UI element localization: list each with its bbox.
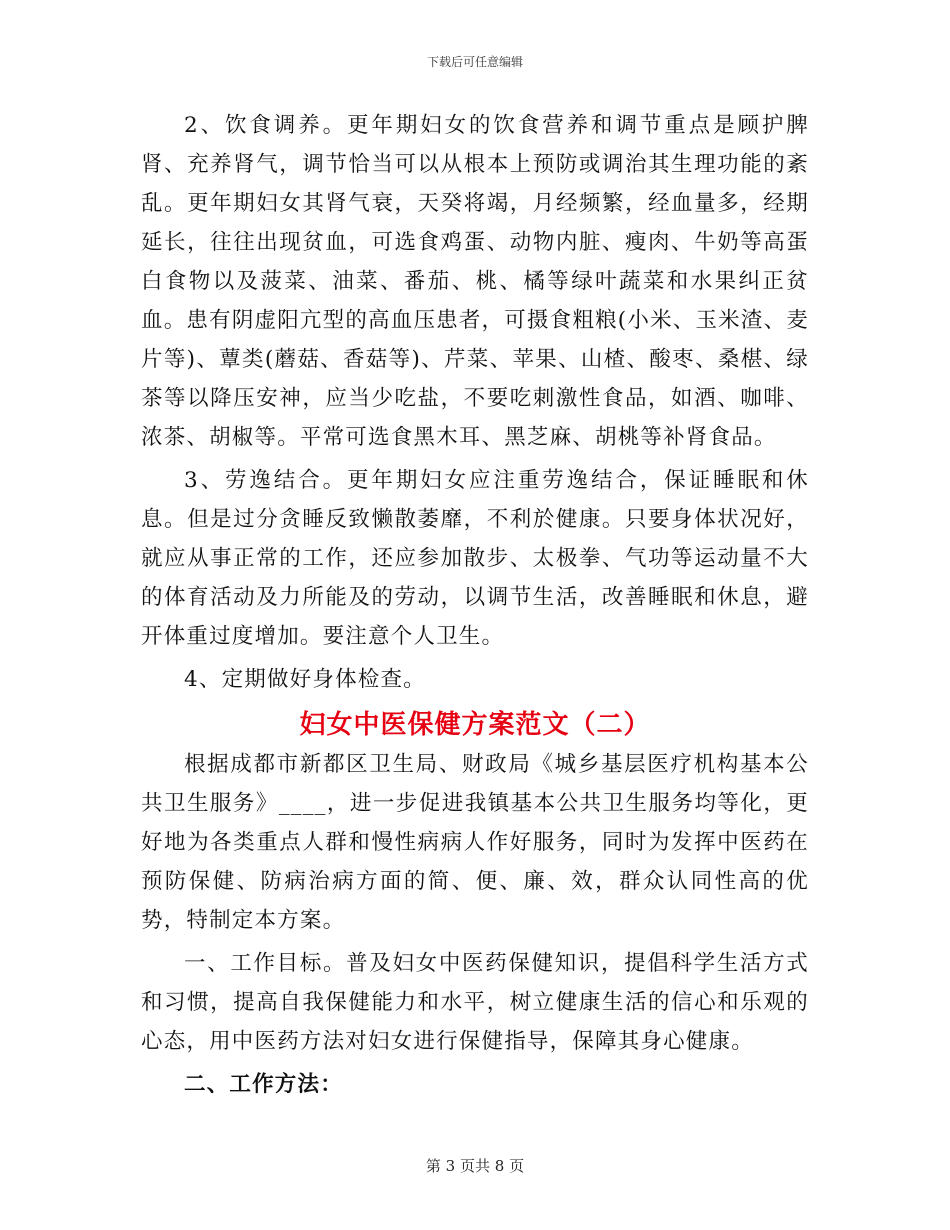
page-header: 下载后可任意编辑 (426, 55, 523, 69)
paragraph-goal: 一、工作目标。普及妇女中医药保健知识，提倡科学生活方式和习惯，提高自我保健能力和水平，树立健康生活的信心和乐观的心态，用中医药方法对妇女进行保健指导，保障其身心健康。 (141, 951, 809, 1054)
paragraph-rest: 3、劳逸结合。更年期妇女应注重劳逸结合，保证睡眠和休息。但是过分贪睡反致懒散萎靡，不利於健康。只要身体状况好，就应从事正常的工作，还应参加散步、太极拳、气功等运动量不大的体育活动及力所能及的劳动，以调节生活，改善睡眠和休息，避开体重过度增加。要注意个人卫生。 (141, 468, 809, 649)
page-footer: 第 3 页共 8 页 (425, 1157, 525, 1175)
paragraph-diet: 2、饮食调养。更年期妇女的饮食营养和调节重点是顾护脾肾、充养肾气，调节恰当可以从根本上预防或调治其生理功能的紊乱。更年期妇女其肾气衰，天癸将竭，月经频繁，经血量多，经期延长，往往出现贫血，可选食鸡蛋、动物内脏、瘦肉、牛奶等高蛋白食物以及菠菜、油菜、番茄、桃、橘等绿叶蔬菜和水果纠正贫血。患有阴虚阳亢型的高血压患者，可摄食粗粮(小米、玉米渣、麦片等)、蕈类(蘑菇、香菇等)、芹菜、苹果、山楂、酸枣、桑椹、绿茶等以降压安神，应当少吃盐，不要吃刺激性食品，如酒、咖啡、浓茶、胡椒等。平常可选食黑木耳、黑芝麻、胡桃等补肾食品。 (141, 113, 809, 450)
paragraph-checkup: 4、定期做好身体检查。 (184, 667, 426, 692)
paragraph-intro: 根据成都市新都区卫生局、财政局《城乡基层医疗机构基本公共卫生服务》____，进一步促进我镇基本公共卫生服务均等化，更好地为各类重点人群和慢性病病人作好服务，同时为发挥中医药在预防保健、防病治病方面的简、便、廉、效，群众认同性高的优势，特制定本方案。 (141, 752, 809, 933)
paragraph-method-heading: 二、工作方法： (184, 1072, 343, 1097)
document-body (141, 106, 809, 1104)
section-title: 妇女中医保健方案范文（二） (299, 710, 651, 740)
